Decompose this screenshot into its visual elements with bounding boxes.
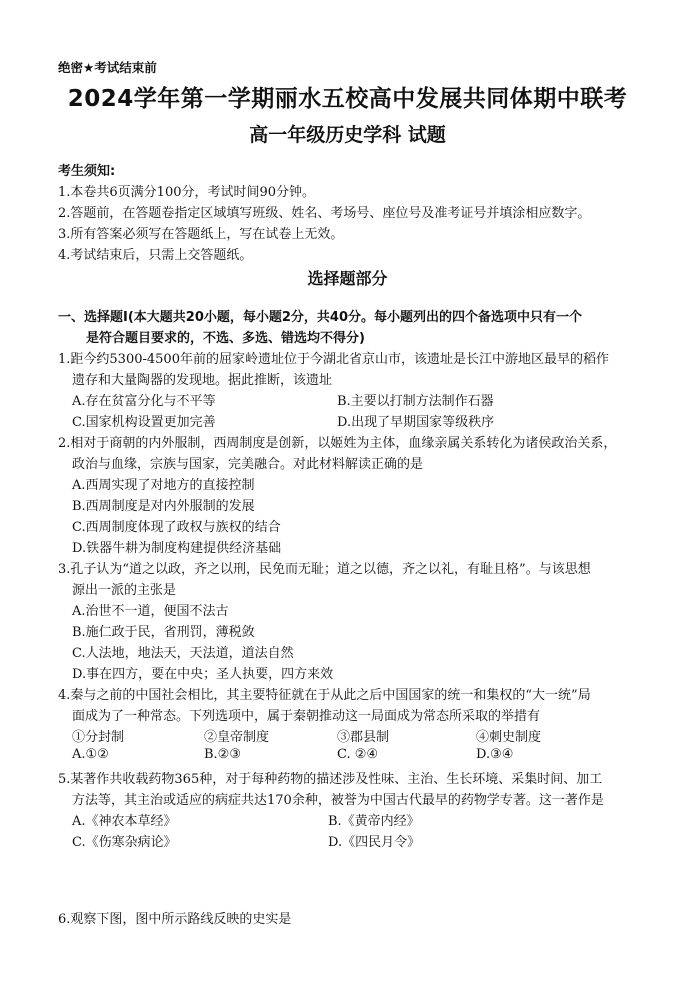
question-3-option-c: C.人法地，地法天，天法道，道法自然 xyxy=(72,646,294,661)
question-2-option-d: D.铁器牛耕为制度构建提供经济基础 xyxy=(72,541,282,556)
notice-heading: 考生须知: xyxy=(58,164,116,179)
question-1-option-d: D.出现了早期国家等级秩序 xyxy=(337,415,495,430)
question-3-option-d: D.事在四方，要在中央；圣人执要，四方来效 xyxy=(72,667,334,682)
notice-item: 4.考试结束后，只需上交答题纸。 xyxy=(58,248,253,263)
question-2-option-b: B.西周制度是对内外服制的发展 xyxy=(72,499,255,514)
question-4-stem: 4.秦与之前的中国社会相比，其主要特征就在于从此之后中国国家的统一和集权的“大一统”局 xyxy=(58,688,591,703)
exam-title: 2024学年第一学期丽水五校高中发展共同体期中联考 xyxy=(67,86,628,112)
question-4-item-3: ③郡县制 xyxy=(337,730,390,745)
section-instruction: 一、选择题Ⅰ(本大题共20小题，每小题2分，共40分。每小题列出的四个备选项中只有一个 xyxy=(58,310,583,325)
confidential-label: 绝密★考试结束前 xyxy=(58,60,157,75)
question-4-item-2: ②皇帝制度 xyxy=(204,730,270,745)
question-1-option-b: B.主要以打制方法制作石器 xyxy=(337,394,494,409)
exam-subtitle: 高一年级历史学科 试题 xyxy=(249,124,446,146)
question-4-option-d: D.③④ xyxy=(476,747,514,762)
question-4-option-a: A.①② xyxy=(72,747,109,762)
notice-item: 1.本卷共6页满分100分，考试时间90分钟。 xyxy=(58,185,316,200)
question-3-stem: 源出一派的主张是 xyxy=(72,583,177,598)
question-4-option-c: C. ②④ xyxy=(337,747,379,762)
question-4-stem: 面成为了一种常态。下列选项中，属于秦朝推动这一局面成为常态所采取的举措有 xyxy=(72,709,541,724)
question-6-stem: 6.观察下图，图中所示路线反映的史实是 xyxy=(58,912,292,927)
question-1-stem: 遗存和大量陶器的发现地。据此推断，该遗址 xyxy=(72,373,333,388)
question-3-stem: 3.孔子认为“道之以政，齐之以刑，民免而无耻；道之以德，齐之以礼，有耻且格”。与该思想 xyxy=(58,562,591,577)
question-2-option-c: C.西周制度体现了政权与族权的结合 xyxy=(72,520,281,535)
question-3-option-b: B.施仁政于民，省刑罚，薄税敛 xyxy=(72,625,255,640)
question-5-stem: 5.某著作共收载药物365种，对于每种药物的描述涉及性味、主治、生长环境、采集时间、加工 xyxy=(58,772,603,787)
question-1-option-a: A.存在贫富分化与不平等 xyxy=(72,394,216,409)
question-2-stem: 2.相对于商朝的内外服制，西周制度是创新，以姬姓为主体，血缘亲属关系转化为诸侯政治关系， xyxy=(58,436,617,451)
question-2-option-a: A.西周实现了对地方的直接控制 xyxy=(72,478,255,493)
question-5-stem: 方法等，其主治或适应的病症共达170余种，被誉为中国古代最早的药物学专著。这一著作是 xyxy=(72,793,604,808)
question-4-item-1: ①分封制 xyxy=(72,730,125,745)
notice-item: 3.所有答案必须写在答题纸上，写在试卷上无效。 xyxy=(58,227,344,242)
notice-item: 2.答题前，在答题卷指定区域填写班级、姓名、考场号、座位号及准考证号并填涂相应数字。 xyxy=(58,206,591,221)
section-title: 选择题部分 xyxy=(307,269,388,288)
section-instruction: 是符合题目要求的，不选、多选、错选均不得分) xyxy=(86,331,365,346)
question-5-option-a: A.《神农本草经》 xyxy=(72,814,177,829)
question-1-stem: 1.距今约5300-4500年前的屈家岭遗址位于今湖北省京山市，该遗址是长江中游地区最早的稻作 xyxy=(58,352,609,367)
question-4-item-4: ④刺史制度 xyxy=(476,730,542,745)
question-5-option-c: C.《伤寒杂病论》 xyxy=(72,835,177,850)
question-5-option-b: B.《黄帝内经》 xyxy=(328,814,420,829)
question-3-option-a: A.治世不一道，便国不法古 xyxy=(72,604,229,619)
question-2-stem: 政治与血缘，宗族与国家，完美融合。对此材料解读正确的是 xyxy=(72,457,424,472)
question-4-option-b: B.②③ xyxy=(204,747,241,762)
question-1-option-c: C.国家机构设置更加完善 xyxy=(72,415,216,430)
question-5-option-d: D.《四民月令》 xyxy=(328,835,421,850)
